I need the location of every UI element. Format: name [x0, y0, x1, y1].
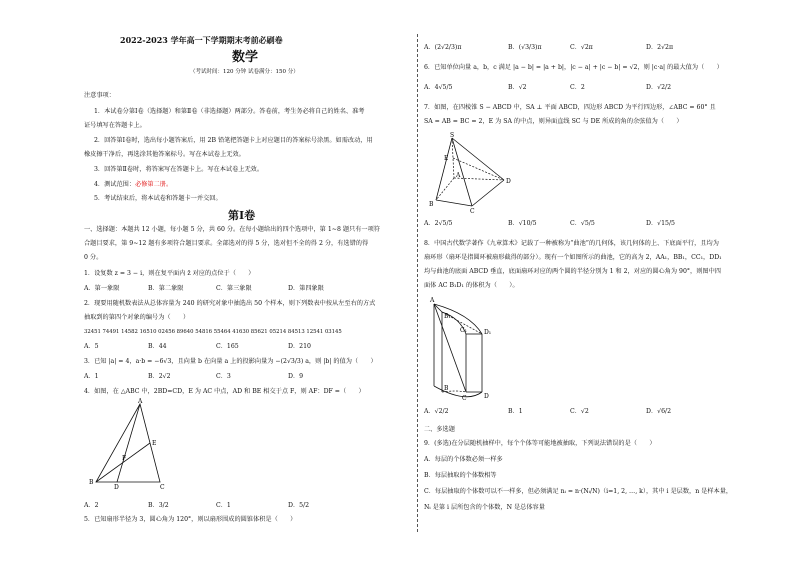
q2-option-a: A．5: [84, 343, 99, 350]
q8-stem-4: 面体 AC B₁D₁ 的体积为（ ）。: [424, 282, 519, 289]
q7-stem-2: SA = AB = BC = 2，E 为 SA 的中点，则异面直线 SC 与 DE 所成的角的余弦值为（ ）: [424, 118, 683, 125]
note-2b: 橡皮擦干净后，再选涂其他答案标号。写在本试卷上无效。: [84, 151, 245, 158]
q2-stem-1: 2．现要用随机数表法从总体容量为 240 的研究对象中抽选出 50 个样本，则下列数表中按从左至右的方式: [84, 300, 376, 307]
section-title: 第Ⅰ卷: [228, 209, 256, 222]
label-e: E: [444, 155, 449, 162]
q8-stem-3: 均与曲池的底面 ABCD 垂直，底面扇环对应的两个圆的半径分别为 1 和 2，对应的圆心角为 90°，则图中四: [424, 268, 721, 275]
label-c: C: [462, 395, 467, 402]
q1-option-b: B．第二象限: [148, 285, 184, 292]
part2-heading: 二、多选题: [424, 426, 455, 433]
note-1b: 证号填写在答题卡上。: [84, 122, 146, 129]
note-4: [94, 181, 172, 189]
q2-option-b: B．44: [148, 343, 167, 350]
q8-stem-1: 8．中国古代数学著作《九章算术》记载了一种被称为“曲池”的几何体，该几何体的上、下底面平行，且均为: [424, 240, 719, 247]
edge-bc: [436, 200, 472, 206]
label-d1: D₁: [484, 329, 492, 336]
label-b1: B₁: [444, 313, 451, 320]
label-s: S: [450, 132, 455, 139]
q9-option-c: C．每层抽取的个体数可以不一样多，但必须满足 nᵢ = n·(Nᵢ/N)（i=1, 2, …, k），其中 i 是层数，n 是样本量，: [424, 488, 733, 495]
label-c: C: [470, 208, 475, 214]
label-d: D: [114, 484, 119, 490]
q8-option-c: C．√2: [570, 408, 589, 415]
label-b: B: [444, 385, 449, 392]
q5-option-c: C．√2π: [570, 44, 593, 51]
q1-option-d: D．第四象限: [288, 285, 324, 292]
segment-ad: [117, 404, 140, 482]
triangle-figure: [88, 398, 178, 490]
q6-stem: 6．已知单位向量 a，b，c 满足 |a − b| = |a + b|，|c − a| + |c − b| = √2，则 |c·a| 的最大值为（ ）: [424, 64, 723, 71]
curved-pool-figure: [426, 294, 516, 406]
note-2: 2．回答第Ⅰ卷时，选出每小题答案后，用 2B 铅笔把答题卡上对应题目的答案标号涂黑。如需改动，用: [94, 137, 373, 144]
label-a: A: [138, 398, 143, 405]
note-5: 5．考试结束后，将本试卷和答题卡一并交回。: [94, 195, 222, 202]
q9-option-c-cont: Nᵢ 是第 i 层所包含的个体数，N 是总体容量: [424, 504, 545, 511]
label-b: B: [429, 201, 434, 208]
q9-option-b: B．每层抽取的个体数相等: [424, 472, 497, 479]
q9-option-a: A．每层的个体数必须一样多: [424, 456, 503, 463]
q5-stem: 5．已知扇形半径为 3，圆心角为 120°，则以扇形围成的圆锥体积是（ ）: [84, 516, 297, 523]
notes-heading: 注意事项：: [84, 92, 115, 99]
label-f: F: [122, 455, 127, 462]
q1-stem: 1．设复数 z = 3 − i，则在复平面内 z̄ 对应的点位于（ ）: [84, 270, 255, 277]
q4-option-c: C．1: [216, 502, 231, 509]
pyramid-figure: [426, 132, 526, 214]
subject-title: 数学: [232, 50, 259, 65]
q3-stem: 3．已知 |a| = 4，a·b = −6√3，且向量 b 在向量 a 上的投影向量为 −(2√3/3) a，则 |b| 的值为（ ）: [84, 358, 377, 365]
top-outer-arc: [434, 304, 482, 334]
note-3: 3．回答第Ⅱ卷时，将答案写在答题卡上。写在本试卷上无效。: [94, 166, 264, 173]
q8-option-d: D．√6/2: [646, 408, 672, 415]
q3-option-c: C．3: [216, 373, 231, 380]
label-d: D: [484, 393, 489, 400]
q8-option-a: A．√2/2: [424, 408, 449, 415]
q4-option-a: A．2: [84, 502, 99, 509]
edge-ad: [454, 178, 504, 180]
q7-option-a: A．2√5/5: [424, 220, 453, 227]
label-b: B: [89, 479, 94, 486]
q3-option-b: B．2√2: [148, 373, 171, 380]
column-divider: [417, 34, 418, 532]
q4-stem: 4．如图，在 △ABC 中，2BD=CD，E 为 AC 中点，AD 和 BE 相交于点 F，则 AF：DF =（ ）: [84, 388, 365, 395]
label-d: D: [506, 178, 511, 185]
q2-stem-2: 抽取到的第四个对象的编号为（ ）: [84, 314, 190, 321]
q1-option-a: A．第一象限: [84, 285, 120, 292]
note-1: 1．本试卷分第Ⅰ卷（选择题）和第Ⅱ卷（非选择题）两部分。答卷前，考生务必将自己的姓名、准考: [94, 108, 365, 115]
section-intro-1: 一、选择题：本题共 12 小题，每小题 5 分，共 60 分。在每小题给出的四个选项中，第 1~8 题只有一项符: [84, 226, 380, 233]
label-c: C: [160, 484, 165, 490]
q7-option-b: B．√10/5: [508, 220, 537, 227]
section-intro-2: 合题目要求，第 9~12 题有多项符合题目要求。全部选对的得 5 分，选对但不全的得 2 分，有选错的得: [84, 240, 369, 247]
q2-option-d: D．210: [288, 343, 311, 350]
q7-option-c: C．√5/5: [570, 220, 595, 227]
q6-option-a: A．4√5/5: [424, 84, 453, 91]
label-e: E: [152, 440, 157, 447]
label-c1: C₁: [460, 327, 467, 334]
q5-option-b: B．(√3/3)π: [508, 44, 542, 51]
exam-title: 2022-2023 学年高一下学期期末考前必刷卷: [120, 35, 283, 45]
section-intro-3: 0 分。: [84, 254, 103, 261]
note-4-label: 4．测试范围：: [94, 181, 136, 188]
edge-cd: [472, 180, 504, 206]
q9-stem: 9．(多选)在分层随机抽样中，每个个体等可能地被抽取，下列说法错误的是（ ）: [424, 440, 656, 447]
q6-option-c: C．2: [570, 84, 585, 91]
q6-option-d: D．√2/2: [646, 84, 672, 91]
q3-option-a: A．1: [84, 373, 99, 380]
q5-option-a: A．(2√2/3)π: [424, 44, 462, 51]
label-a: A: [430, 297, 435, 304]
exam-info: （考试时间：120 分钟 试卷满分：150 分）: [190, 69, 299, 75]
q6-option-b: B．√2: [508, 84, 527, 91]
segment-de: [453, 158, 504, 180]
edge-sc: [452, 138, 472, 206]
q7-option-d: D．√15/5: [646, 220, 675, 227]
triangle-abc: [96, 404, 160, 482]
q8-stem-2: 扇环形（扇环是指圆环被扇形截得的部分）。现有一个如图所示的曲池，它的高为 2，AA₁，BB₁，CC₁，DD₁: [424, 254, 722, 261]
test-range-value: 必修第二册。: [135, 181, 173, 188]
q1-option-c: C．第三象限: [216, 285, 252, 292]
q2-option-c: C．165: [216, 343, 239, 350]
q4-option-b: B．3/2: [148, 502, 169, 509]
label-a: A: [456, 172, 461, 179]
q8-option-b: B．1: [508, 408, 523, 415]
edge-sb: [436, 138, 452, 200]
segment-be: [96, 443, 150, 482]
q2-random-table: 32451 74491 14582 16510 02456 89640 54816 55464 41630 85621 05214 84513 12541 03145: [84, 329, 342, 335]
q5-option-d: D．2√2π: [646, 44, 674, 51]
q3-option-d: D．9: [288, 373, 304, 380]
q4-option-d: D．5/2: [288, 502, 310, 509]
q7-stem-1: 7．如图，在四棱锥 S − ABCD 中，SA ⊥ 平面 ABCD，四边形 ABCD 为平行四边形，∠ABC = 60° 且: [424, 104, 716, 111]
